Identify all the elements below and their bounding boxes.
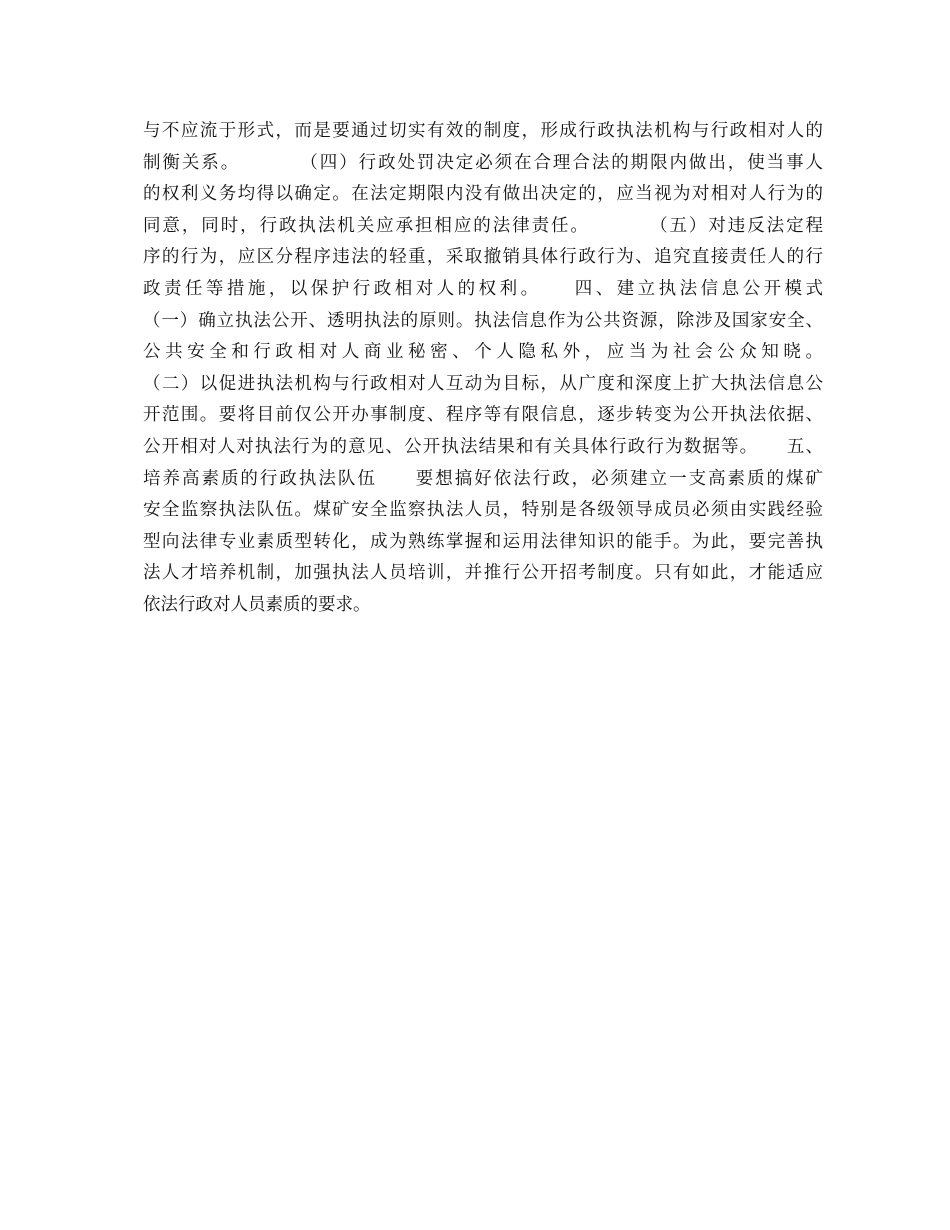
text-line: 序的行为，应区分程序违法的轻重，采取撤销具体行政行为、追究直接责任人的行 <box>143 247 823 268</box>
text-line: 培养高素质的行政执法队伍 要想搞好依法行政，必须建立一支高素质的煤矿 <box>143 468 823 489</box>
text-line: （二）以促进执法机构与行政相对人互动为目标，从广度和深度上扩大执法信息公 <box>143 373 823 394</box>
text-line: 安全监察执法队伍。煤矿安全监察执法人员，特别是各级领导成员必须由实践经验 <box>143 500 823 521</box>
text-line: 型向法律专业素质型转化，成为熟练掌握和运用法律知识的能手。为此，要完善执 <box>143 531 823 552</box>
text-line: 法人才培养机制，加强执法人员培训，并推行公开招考制度。只有如此，才能适应 <box>143 563 823 584</box>
body-text <box>143 116 823 622</box>
text-line: 政责任等措施，以保护行政相对人的权利。 四、建立执法信息公开模式 <box>143 278 823 299</box>
text-line: （一）确立执法公开、透明执法的原则。执法信息作为公共资源，除涉及国家安全、 <box>143 310 823 331</box>
text-line: 与不应流于形式，而是要通过切实有效的制度，形成行政执法机构与行政相对人的 <box>143 121 823 141</box>
text-line: 的权利义务均得以确定。在法定期限内没有做出决定的，应当视为对相对人行为的 <box>143 184 823 205</box>
text-line: 公共安全和行政相对人商业秘密、个人隐私外，应当为社会公众知晓。 <box>143 342 823 363</box>
text-line: 依法行政对人员素质的要求。 <box>143 594 371 615</box>
text-line: 同意，同时，行政执法机关应承担相应的法律责任。 （五）对违反法定程 <box>143 215 823 236</box>
text-line: 开范围。要将目前仅公开办事制度、程序等有限信息，逐步转变为公开执法依据、 <box>143 405 823 426</box>
text-line: 公开相对人对执法行为的意见、公开执法结果和有关具体行政行为数据等。 五、 <box>143 436 823 457</box>
text-line: 制衡关系。 （四）行政处罚决定必须在合理合法的期限内做出，使当事人 <box>143 152 823 173</box>
